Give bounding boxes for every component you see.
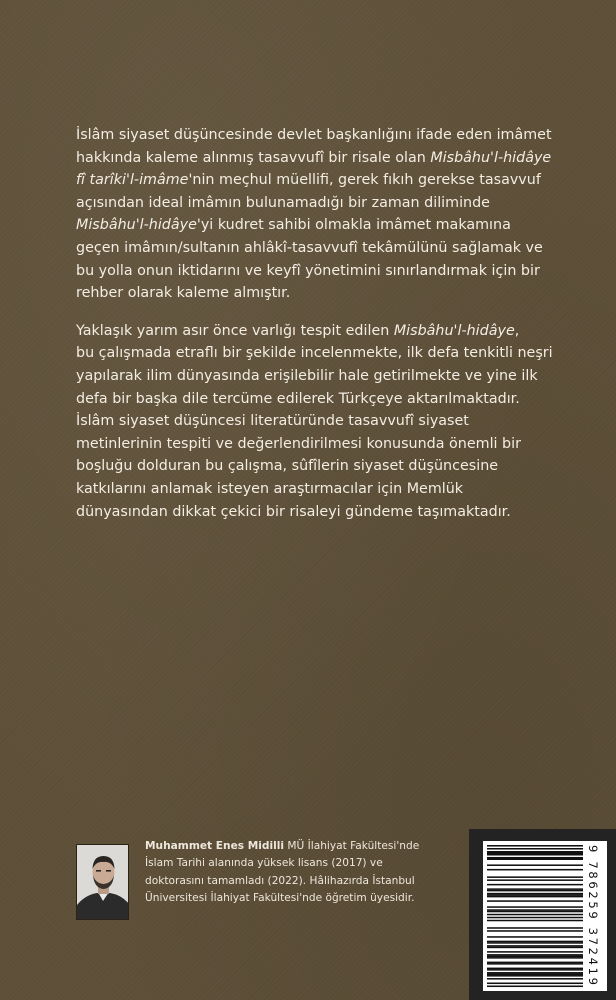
- author-bio-line: Muhammet Enes Midilli MÜ İlahiyat Fakültesi'nde: [145, 840, 420, 852]
- blurb-line: [76, 388, 546, 411]
- blurb-text: metinlerinin tespiti ve değerlendirilmesi konusunda önemli bir: [76, 435, 521, 452]
- barcode-bar: [487, 852, 583, 854]
- barcode-bar: [487, 951, 583, 953]
- blurb-line: [76, 455, 546, 478]
- blurb-line: [76, 282, 546, 305]
- isbn-barcode: [483, 841, 607, 991]
- blurb-text: İslâm siyaset düşüncesi literatüründe tasavvufî siyaset: [76, 413, 469, 430]
- barcode-bar: [487, 914, 583, 916]
- barcode-bar: [487, 858, 583, 860]
- blurb-text: ,: [514, 322, 520, 339]
- barcode-bar: [487, 894, 583, 896]
- blurb-text: bu yolla onun iktidarını ve keyfî yönetimini sınırlandırmak için bir: [76, 262, 540, 279]
- barcode-image: [483, 841, 607, 991]
- barcode-bar: [487, 854, 583, 856]
- barcode-bar: [487, 869, 583, 871]
- barcode-bar: [487, 974, 583, 976]
- barcode-bar: [487, 963, 583, 965]
- barcode-bar: [487, 972, 583, 974]
- book-title-italic: Misbâhu'l-hidâye: [76, 217, 197, 234]
- blurb-text: yapılarak ilim dünyasında erişilebilir hale getirilmekte ve yine ilk: [76, 367, 538, 384]
- author-name: Muhammet Enes Midilli: [145, 840, 285, 852]
- barcode-bar: [487, 957, 583, 959]
- blurb-line: [76, 147, 552, 170]
- blurb-line: [76, 260, 546, 283]
- author-photo: [76, 844, 129, 920]
- barcode-bar: [487, 890, 583, 892]
- barcode-bar: [487, 936, 583, 938]
- blurb-text: açısından ideal imâmın bulunamadığı bir zaman diliminde: [76, 194, 490, 211]
- author-bio-line: İslam Tarihi alanında yüksek lisans (2017) ve: [145, 857, 383, 870]
- barcode-bar: [487, 983, 583, 985]
- barcode-bar: [487, 945, 583, 947]
- blurb-line: [76, 320, 546, 343]
- author-bio-line: doktorasını tamamladı (2022). Hâlihazırda İstanbul: [145, 874, 415, 887]
- barcode-bar: [487, 986, 583, 988]
- barcode-bar: [487, 888, 583, 890]
- barcode-bar: [487, 917, 583, 919]
- blurb-line: [76, 237, 546, 260]
- barcode-bar: [487, 927, 583, 929]
- blurb-line: [76, 478, 546, 501]
- barcode-bar: [487, 911, 583, 913]
- blurb-line: [76, 433, 546, 456]
- barcode-bar: [487, 969, 583, 971]
- blurb-line: [76, 501, 546, 524]
- barcode-bar: [487, 900, 583, 902]
- blurb-text: İslâm siyaset düşüncesinde devlet başkanlığını ifade eden imâmet: [76, 127, 552, 143]
- barcode-bar: [487, 896, 583, 898]
- blurb-line: [76, 169, 546, 192]
- blurb-text: hakkında kaleme alınmış tasavvufî bir risale olan: [76, 149, 431, 166]
- barcode-bar: [487, 851, 583, 853]
- barcode-bar: [487, 909, 583, 911]
- barcode-bar: [487, 962, 583, 964]
- isbn-number: 9 786259 372419: [586, 845, 600, 985]
- barcode-bar: [487, 942, 583, 944]
- barcode-bar: [487, 884, 583, 886]
- author-bio: [145, 838, 475, 908]
- blurb-line: [76, 124, 552, 147]
- barcode-bar: [487, 848, 583, 850]
- blurb-text: katkılarını anlamak isteyen araştırmacılar için Memlük: [76, 480, 464, 497]
- barcode-bar: [487, 941, 583, 943]
- barcode-bar: [487, 947, 583, 949]
- barcode-bar: [487, 879, 583, 881]
- barcode-panel: [469, 829, 616, 1000]
- blurb-text: dünyasından dikkat çekici bir risaleyi gündeme taşımaktadır.: [76, 503, 511, 520]
- blurb-line: [76, 192, 546, 215]
- barcode-bar: [487, 978, 583, 980]
- barcode-bar: [487, 954, 583, 956]
- blurb-line: [76, 214, 546, 237]
- barcode-bar: [487, 906, 583, 908]
- blurb-text: 'nin meçhul müellifi, gerek fıkıh gerekse tasavvuf: [188, 172, 541, 189]
- barcode-bar: [487, 893, 583, 895]
- barcode-bar: [487, 920, 583, 922]
- blurb-line: [76, 410, 546, 433]
- blurb-text: geçen imâmın/sultanın ahlâkî-tasavvufî tekâmülünü sağlamak ve: [76, 239, 543, 256]
- book-title-italic: Misbâhu'l-hidâye: [430, 149, 552, 166]
- barcode-bar: [487, 845, 583, 847]
- barcode-bar: [487, 975, 583, 977]
- blurb-text: bu çalışmada etraflı bir şekilde incelenmekte, ilk defa tenkitli neşri: [76, 345, 553, 362]
- barcode-bar: [487, 968, 583, 970]
- barcode-bar: [487, 857, 583, 859]
- blurb-paragraph-1: [76, 124, 552, 305]
- blurb-line: [76, 365, 546, 388]
- blurb-text: boşluğu dolduran bu çalışma, sûfîlerin siyaset düşüncesine: [76, 458, 499, 475]
- barcode-bar: [487, 930, 583, 932]
- barcode-bar: [487, 864, 583, 866]
- book-title-italic: Misbâhu'l-hidâye: [393, 322, 515, 339]
- blurb-text: Yaklaşık yarım asır önce varlığı tespit edilen: [76, 322, 394, 339]
- blurb-text: 'yi kudret sahibi olmakla imâmet makamına: [196, 217, 511, 234]
- barcode-bar: [487, 876, 583, 878]
- author-portrait-image: [77, 845, 129, 920]
- book-title-italic: fî tarîki'l-imâme: [76, 172, 189, 189]
- blurb-text: rehber olarak kaleme almıştır.: [76, 285, 291, 302]
- blurb-line: [76, 342, 553, 365]
- blurb-paragraph-2: [76, 320, 553, 523]
- barcode-bar: [487, 956, 583, 958]
- author-bio-line: Üniversitesi İlahiyat Fakültesi'nde öğretim üyesidir.: [145, 892, 415, 905]
- blurb-text: defa bir başka dile tercüme edilerek Türkçeye aktarılmaktadır.: [76, 390, 520, 407]
- back-cover-blurb: [76, 124, 553, 538]
